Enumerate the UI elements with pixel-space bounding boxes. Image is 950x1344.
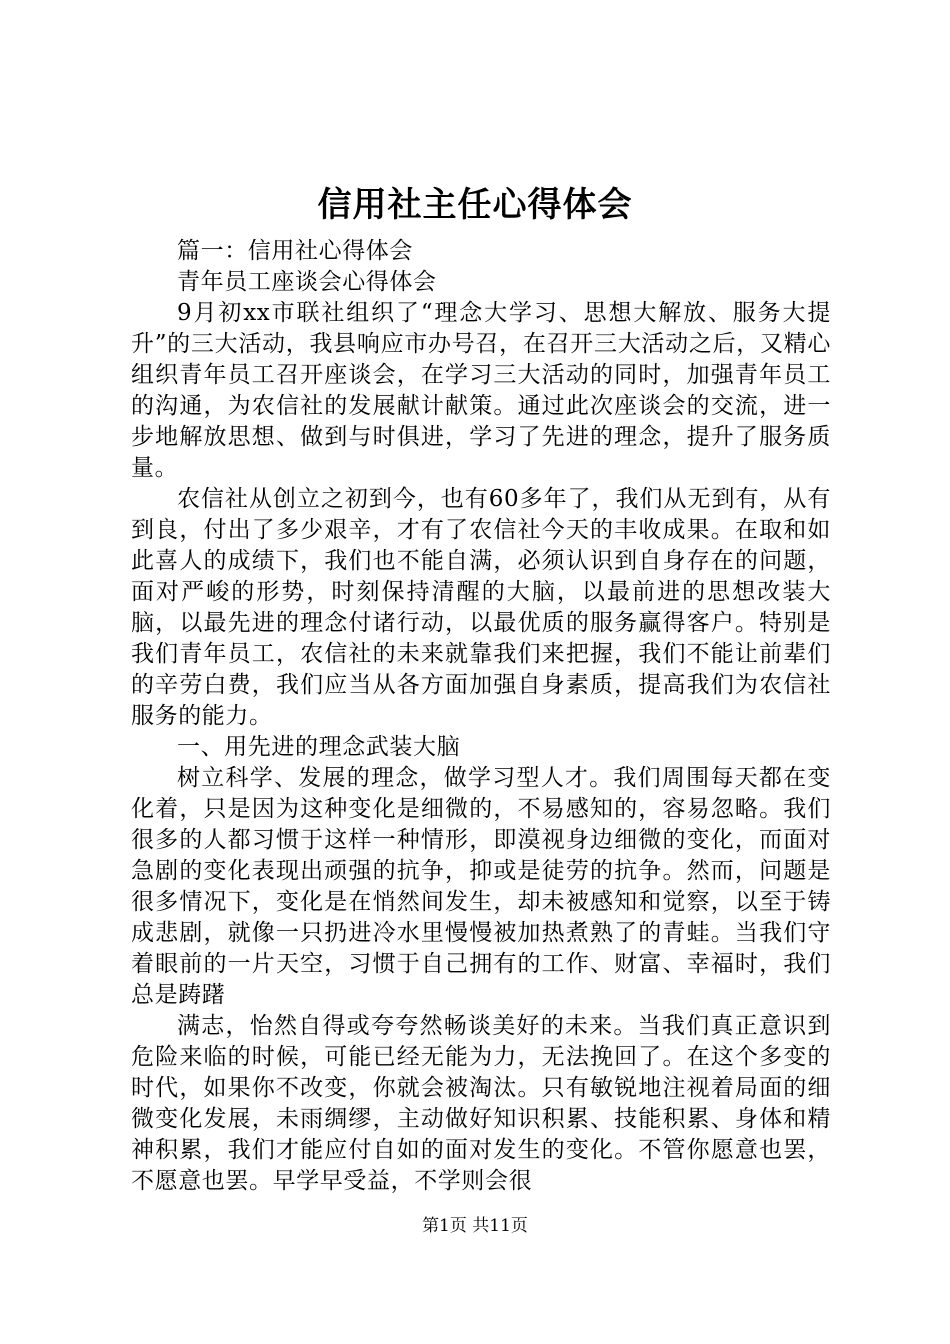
page-footer: 第1页 共11页 <box>422 1216 528 1236</box>
paragraph: 农信社从创立之初到今，也有60多年了，我们从无到有，从有到良，付出了多少艰辛，才有了农信社今天的丰收成果。在取和如此喜人的成绩下，我们也不能自满，必须认识到自身存在的问题，面对严峻的形势，时刻保持清醒的大脑，以最前进的思想改装大脑，以最先进的理念付诸行动，以最优质的服务赢得客户。特别是我们青年员工，农信社的未来就靠我们来把握，我们不能让前辈们的辛劳白费，我们应当从各方面加强自身素质，提高我们为农信社服务的能力。 <box>131 486 831 729</box>
section-heading: 一、用先进的理念武装大脑 <box>177 734 461 760</box>
document-title: 信用社主任心得体会 <box>317 185 633 225</box>
paragraph: 青年员工座谈会心得体会 <box>177 269 437 295</box>
paragraph: 满志，怡然自得或夸夸然畅谈美好的未来。当我们真正意识到危险来临的时候，可能已经无能为力，无法挽回了。在这个多变的时代，如果你不改变，你就会被淘汰。只有敏锐地注视着局面的细微变化发展，未雨绸缪，主动做好知识积累、技能积累、身体和精神积累，我们才能应付自如的面对发生的变化。不管你愿意也罢，不愿意也罢。早学早受益，不学则会很 <box>131 1013 831 1194</box>
paragraph: 9月初xx市联社组织了“理念大学习、思想大解放、服务大提升”的三大活动，我县响应市办号召，在召开三大活动之后，又精心组织青年员工召开座谈会，在学习三大活动的同时，加强青年员工的沟通，为农信社的发展献计献策。通过此次座谈会的交流，进一步地解放思想、做到与时俱进，学习了先进的理念，提升了服务质量。 <box>131 300 831 481</box>
paragraph: 树立科学、发展的理念，做学习型人才。我们周围每天都在变化着，只是因为这种变化是细微的，不易感知的，容易忽略。我们很多的人都习惯于这样一种情形，即漠视身边细微的变化，而面对急剧的变化表现出顽强的抗争，抑或是徒劳的抗争。然而，问题是很多情况下，变化是在悄然间发生，却未被感知和觉察，以至于铸成悲剧，就像一只扔进冷水里慢慢被加热煮熟了的青蛙。当我们守着眼前的一片天空，习惯于自己拥有的工作、财富、幸福时，我们总是踌躇 <box>131 765 831 1008</box>
paragraph: 篇一：信用社心得体会 <box>177 238 413 264</box>
document-body <box>131 236 831 1197</box>
